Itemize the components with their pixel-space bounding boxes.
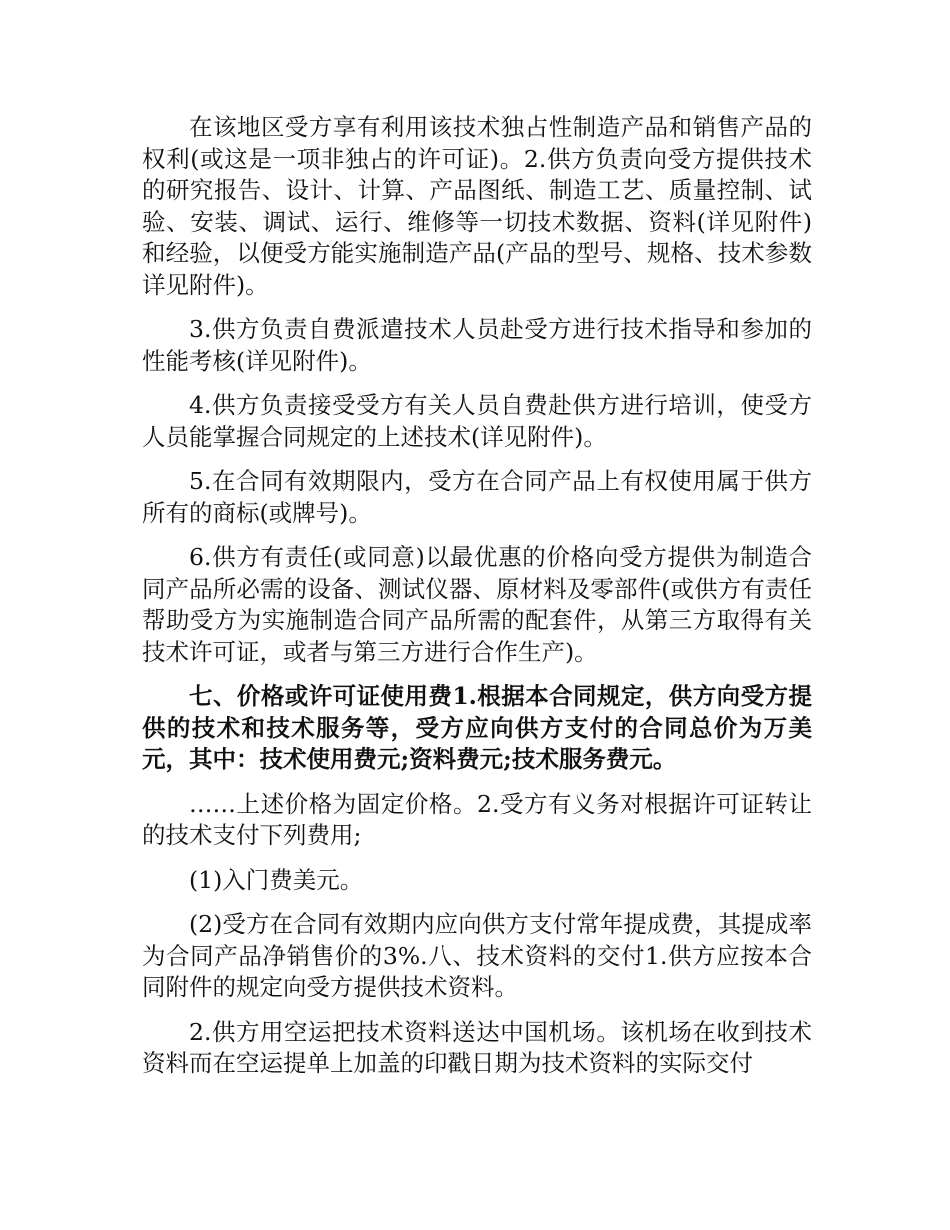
section-heading-price: 七、价格或许可证使用费1.根据本合同规定，供方向受方提供的技术和技术服务等，受方应向供方支付的合同总价为万美元，其中：技术使用费元;资料费元;技术服务费元。 [142, 682, 812, 773]
paragraph-clause-5: 5.在合同有效期限内，受方在合同产品上有权使用属于供方所有的商标(或牌号)。 [142, 467, 812, 527]
paragraph-clause-6: 6.供方有责任(或同意)以最优惠的价格向受方提供为制造合同产品所必需的设备、测试仪器、原材料及零部件(或供方有责任帮助受方为实施制造合同产品所需的配套件，从第三方取得有关技术许可证，或者与第三方进行合作生产)。 [142, 543, 812, 666]
paragraph-exclusive-rights: 在该地区受方享有利用该技术独占性制造产品和销售产品的权利(或这是一项非独占的许可证)。2.供方负责向受方提供技术的研究报告、设计、计算、产品图纸、制造工艺、质量控制、试验、安装、调试、运行、维修等一切技术数据、资料(详见附件)和经验，以便受方能实施制造产品(产品的型号、规格、技术参数详见附件)。 [142, 113, 812, 299]
paragraph-clause-4: 4.供方负责接受受方有关人员自费赴供方进行培训，使受方人员能掌握合同规定的上述技术(详见附件)。 [142, 391, 812, 451]
paragraph-entry-fee: (1)入门费美元。 [189, 865, 364, 894]
document-page [142, 112, 812, 1093]
paragraph-royalty: (2)受方在合同有效期内应向供方支付常年提成费，其提成率为合同产品净销售价的3%.八、技术资料的交付1.供方应按本合同附件的规定向受方提供技术资料。 [142, 910, 812, 1001]
paragraph-delivery: 2.供方用空运把技术资料送达中国机场。该机场在收到技术资料而在空运提单上加盖的印戳日期为技术资料的实际交付 [142, 1017, 812, 1077]
paragraph-fixed-price: ……上述价格为固定价格。2.受方有义务对根据许可证转让的技术支付下列费用; [142, 789, 812, 849]
paragraph-clause-3: 3.供方负责自费派遣技术人员赴受方进行技术指导和参加的性能考核(详见附件)。 [142, 315, 812, 375]
